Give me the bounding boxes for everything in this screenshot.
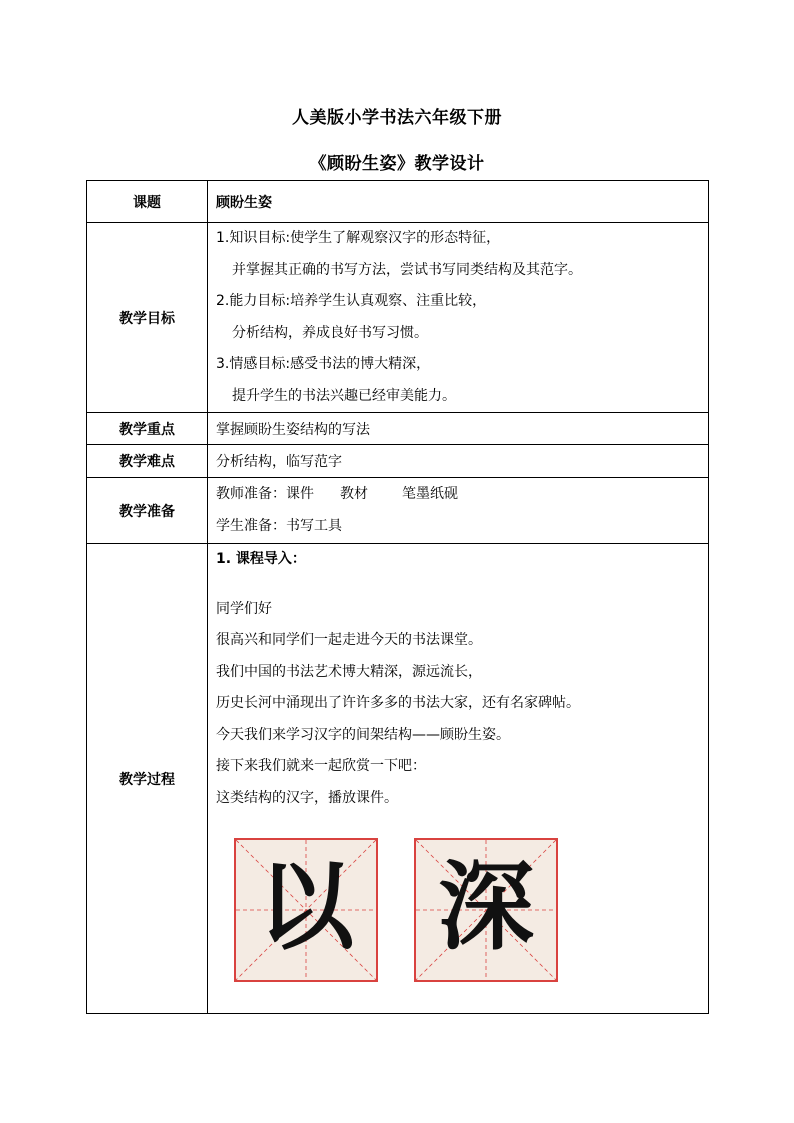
goal-line: 2.能力目标:培养学生认真观察、注重比较，	[216, 293, 487, 309]
process-content	[208, 544, 709, 1014]
mi-grid-character-shen	[416, 840, 556, 980]
calligraphy-character: 以	[258, 850, 354, 963]
process-line: 历史长河中涌现出了许许多多的书法大家，还有名家碑帖。	[216, 695, 580, 711]
calligraphy-character: 深	[438, 850, 534, 963]
table-row-preparation	[87, 478, 709, 544]
process-heading: 1. 课程导入：	[216, 551, 306, 567]
preparation-content	[208, 478, 709, 544]
table-row-key-points	[87, 413, 709, 445]
goal-line: 3.情感目标:感受书法的博大精深，	[216, 356, 431, 372]
document-subtitle: 《顾盼生姿》教学设计	[309, 154, 485, 174]
goal-line: 分析结构，养成良好书写习惯。	[232, 324, 428, 341]
process-line: 接下来我们就来一起欣赏一下吧：	[216, 758, 426, 774]
goal-line: 并掌握其正确的书写方法，尝试书写同类结构及其范字。	[232, 261, 582, 278]
process-line: 我们中国的书法艺术博大精深，源远流长，	[216, 663, 482, 680]
row-label-process: 教学过程	[87, 544, 208, 1014]
table-row-topic	[87, 181, 709, 223]
table-row-process	[87, 544, 709, 1014]
process-line: 今天我们来学习汉字的间架结构——顾盼生姿。	[216, 726, 510, 743]
table-row-goals	[87, 223, 709, 413]
lesson-plan-table	[86, 180, 709, 1014]
document-title: 人美版小学书法六年级下册	[292, 108, 502, 128]
row-label-topic: 课题	[87, 181, 208, 223]
row-label-key-points: 教学重点	[87, 413, 208, 445]
row-label-preparation: 教学准备	[87, 478, 208, 544]
goals-content	[208, 223, 709, 413]
teacher-prep-item: 教材	[340, 486, 368, 502]
calligraphy-samples	[234, 838, 708, 982]
row-label-goals: 教学目标	[87, 223, 208, 413]
calligraphy-grid	[234, 838, 378, 982]
calligraphy-grid	[414, 838, 558, 982]
student-preparation: 学生准备：书写工具	[216, 517, 342, 534]
goal-line: 1.知识目标:使学生了解观察汉字的形态特征，	[216, 230, 501, 246]
row-label-difficulties: 教学难点	[87, 445, 208, 478]
key-points-value: 掌握顾盼生姿结构的写法	[208, 413, 709, 445]
process-line: 很高兴和同学们一起走进今天的书法课堂。	[216, 632, 482, 648]
teacher-prep-item: 笔墨纸砚	[402, 486, 458, 502]
table-row-difficulties	[87, 445, 709, 478]
process-line: 同学们好	[216, 600, 272, 617]
process-line: 这类结构的汉字，播放课件。	[216, 789, 398, 806]
mi-grid-character-yi	[236, 840, 376, 980]
goal-line: 提升学生的书法兴趣已经审美能力。	[232, 387, 456, 404]
teacher-preparation	[216, 479, 708, 511]
teacher-prep-item: 教师准备：课件	[216, 486, 314, 502]
topic-value: 顾盼生姿	[208, 181, 709, 223]
difficulties-value: 分析结构，临写范字	[208, 445, 709, 478]
